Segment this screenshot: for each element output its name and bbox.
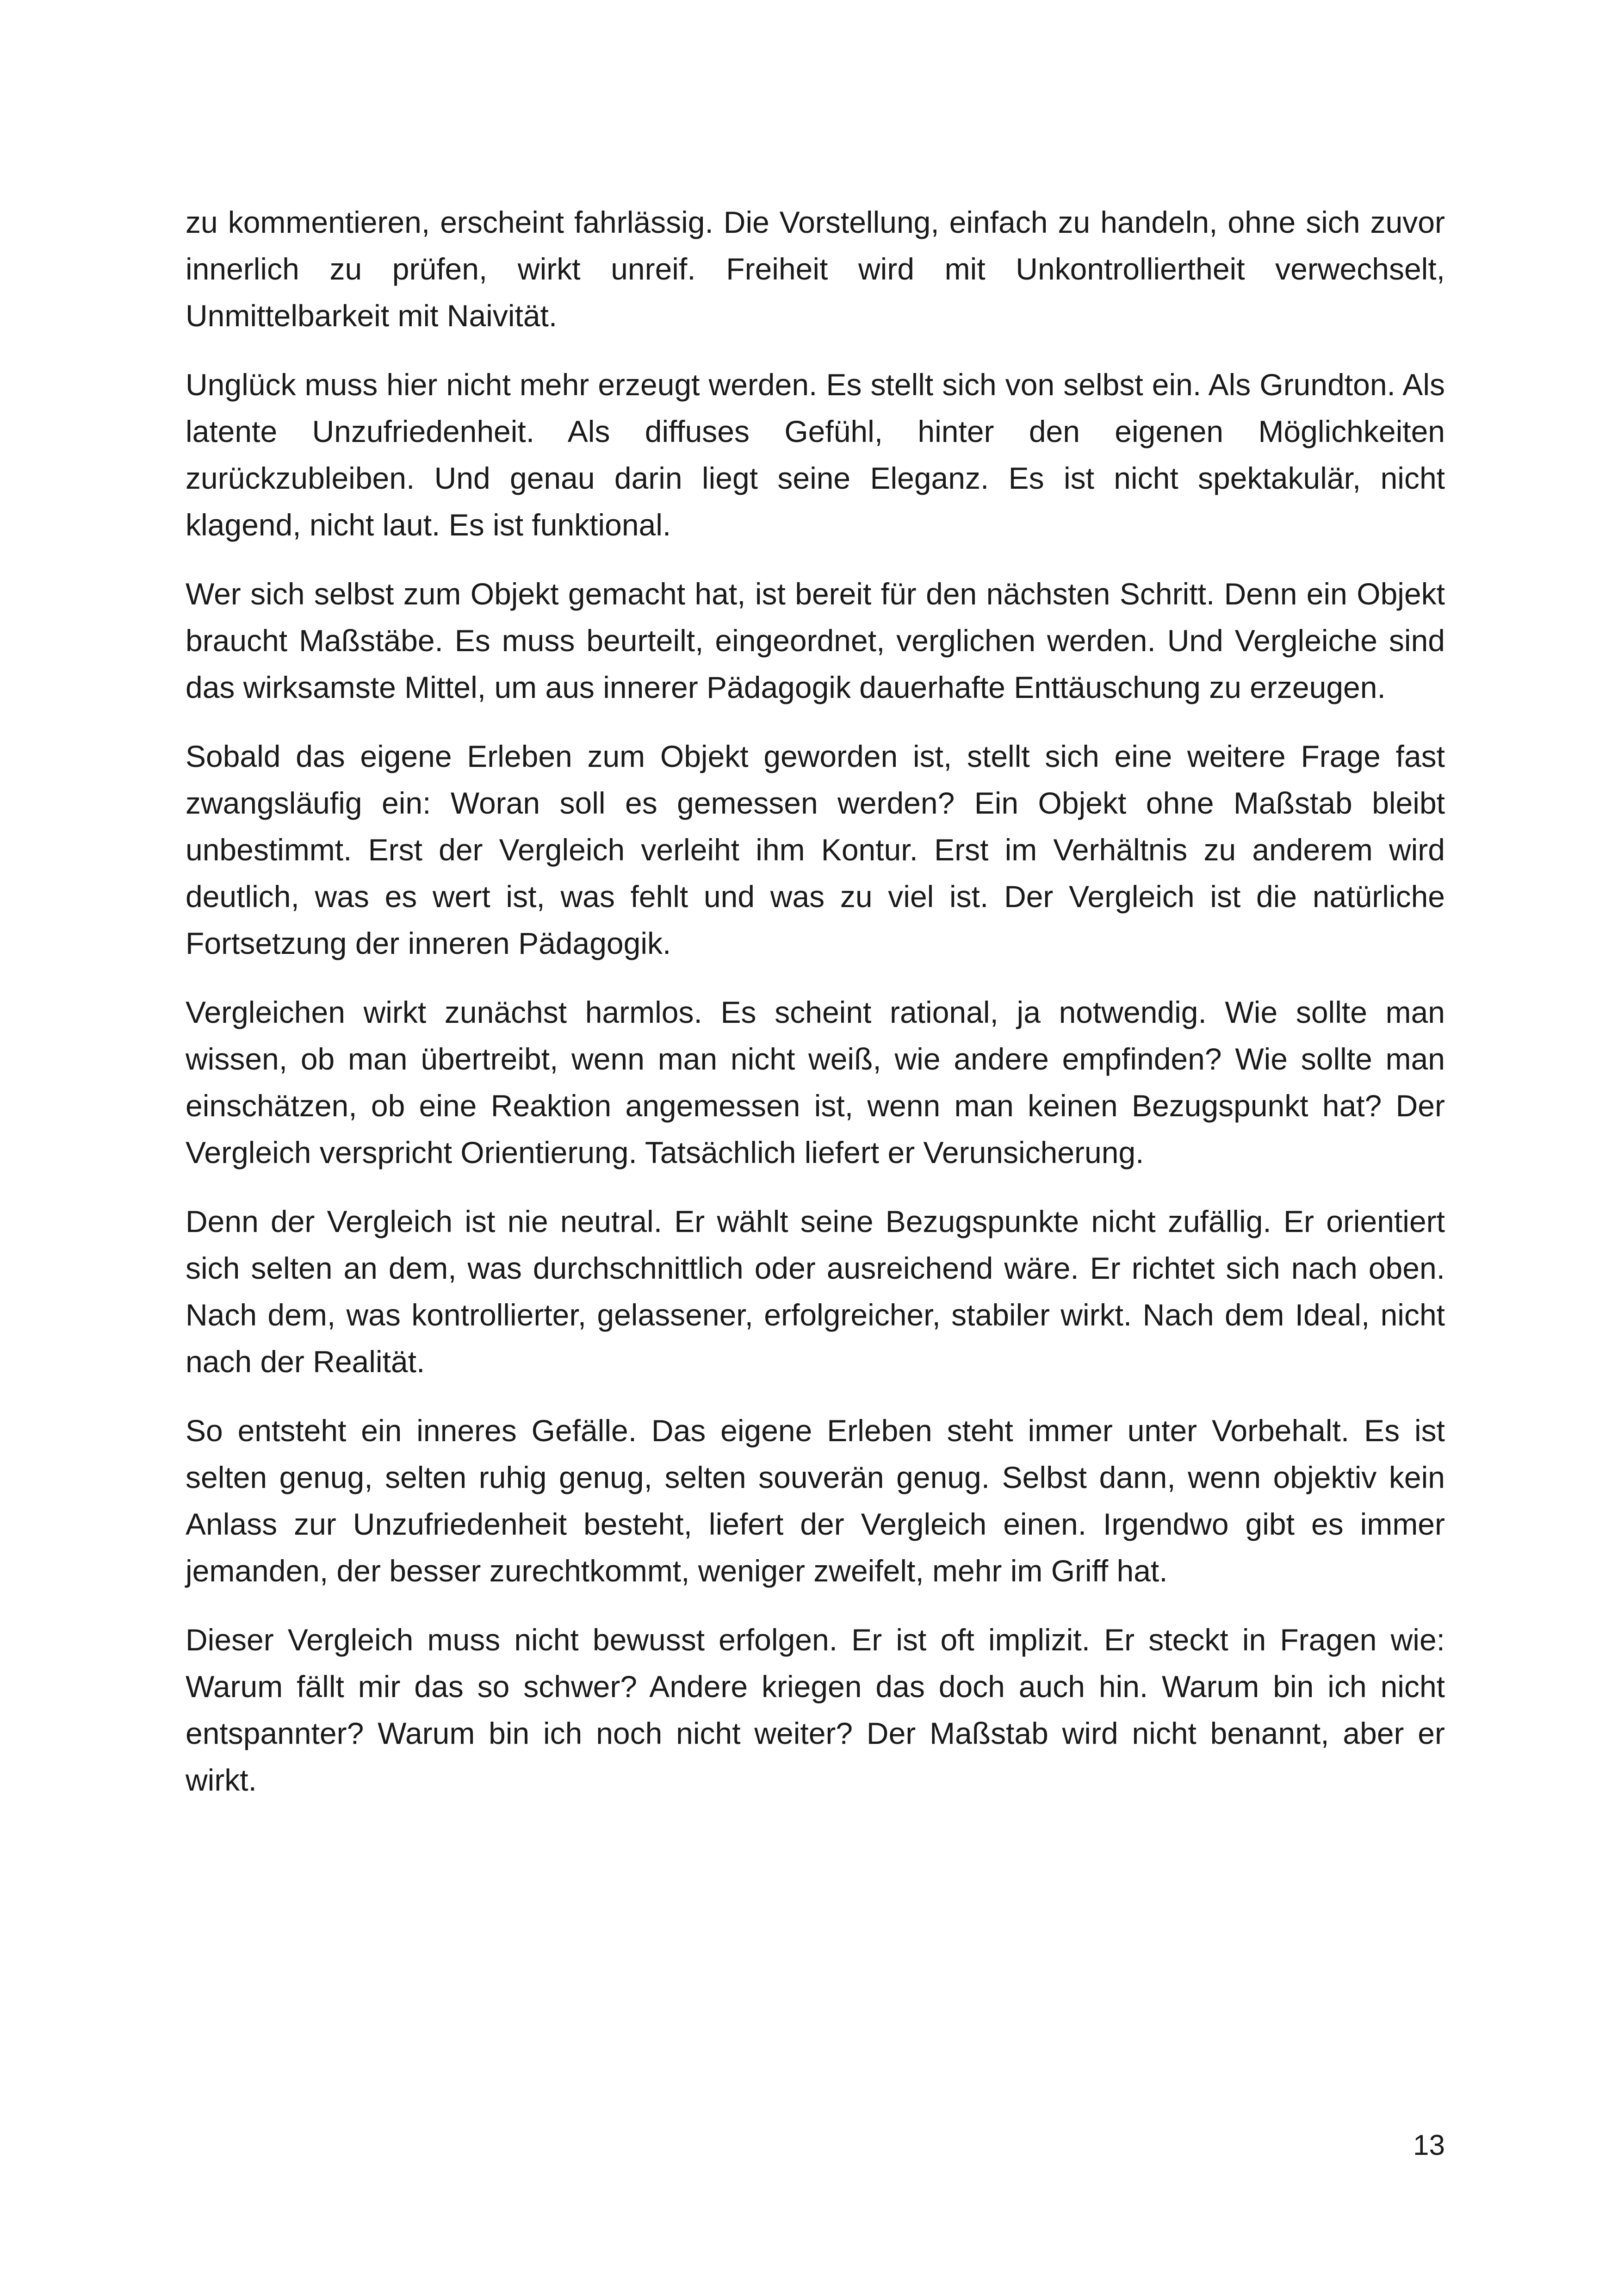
paragraph: Sobald das eigene Erleben zum Objekt geworden ist, stellt sich eine weitere Frage fast zwangsläufig ein: Woran soll es gemessen werden? Ein Objekt ohne Maßstab bleibt unbestimmt. Erst der Vergleich verleiht ihm Kontur. Erst im Verhältnis zu anderem wird deutlich, was es wert ist, was fehlt und was zu viel ist. Der Vergleich ist die natürliche Fortsetzung der inneren Pädagogik. — [186, 739, 1445, 960]
paragraph: Denn der Vergleich ist nie neutral. Er wählt seine Bezugspunkte nicht zufällig. Er orientiert sich selten an dem, was durchschnittlich oder ausreichend wäre. Er richtet sich nach oben. Nach dem, was kontrollierter, gelassener, erfolgreicher, stabiler wirkt. Nach dem Ideal, nicht nach der Realität. — [186, 1204, 1445, 1379]
paragraph: Wer sich selbst zum Objekt gemacht hat, ist bereit für den nächsten Schritt. Denn ein Objekt braucht Maßstäbe. Es muss beurteilt, eingeordnet, verglichen werden. Und Vergleiche sind das wirksamste Mittel, um aus innerer Pädagogik dauerhafte Enttäuschung zu erzeugen. — [186, 577, 1445, 704]
paragraph: Unglück muss hier nicht mehr erzeugt werden. Es stellt sich von selbst ein. Als Grundton. Als latente Unzufriedenheit. Als diffuses Gefühl, hinter den eigenen Möglichkeiten zurückzubleiben. Und genau darin liegt seine Eleganz. Es ist nicht spektakulär, nicht klagend, nicht laut. Es ist funktional. — [186, 367, 1445, 542]
paragraph: Dieser Vergleich muss nicht bewusst erfolgen. Er ist oft implizit. Er steckt in Fragen wie: Warum fällt mir das so schwer? Andere kriegen das doch auch hin. Warum bin ich nicht entspannter? Warum bin ich noch nicht weiter? Der Maßstab wird nicht benannt, aber er wirkt. — [186, 1623, 1445, 1797]
body-text — [186, 199, 1445, 1826]
paragraph: So entsteht ein inneres Gefälle. Das eigene Erleben steht immer unter Vorbehalt. Es ist selten genug, selten ruhig genug, selten souverän genug. Selbst dann, wenn objektiv kein Anlass zur Unzufriedenheit besteht, liefert der Vergleich einen. Irgendwo gibt es immer jemanden, der besser zurechtkommt, weniger zweifelt, mehr im Griff hat. — [186, 1413, 1445, 1588]
paragraph: Vergleichen wirkt zunächst harmlos. Es scheint rational, ja notwendig. Wie sollte man wissen, ob man übertreibt, wenn man nicht weiß, wie andere empfinden? Wie sollte man einschätzen, ob eine Reaktion angemessen ist, wenn man keinen Bezugspunkt hat? Der Vergleich verspricht Orientierung. Tatsächlich liefert er Verunsicherung. — [186, 995, 1445, 1170]
page-number: 13 — [1413, 2129, 1445, 2161]
paragraph: zu kommentieren, erscheint fahrlässig. Die Vorstellung, einfach zu handeln, ohne sich zuvor innerlich zu prüfen, wirkt unreif. Freiheit wird mit Unkontrolliertheit verwechselt, Unmittelbarkeit mit Naivität. — [186, 205, 1445, 333]
